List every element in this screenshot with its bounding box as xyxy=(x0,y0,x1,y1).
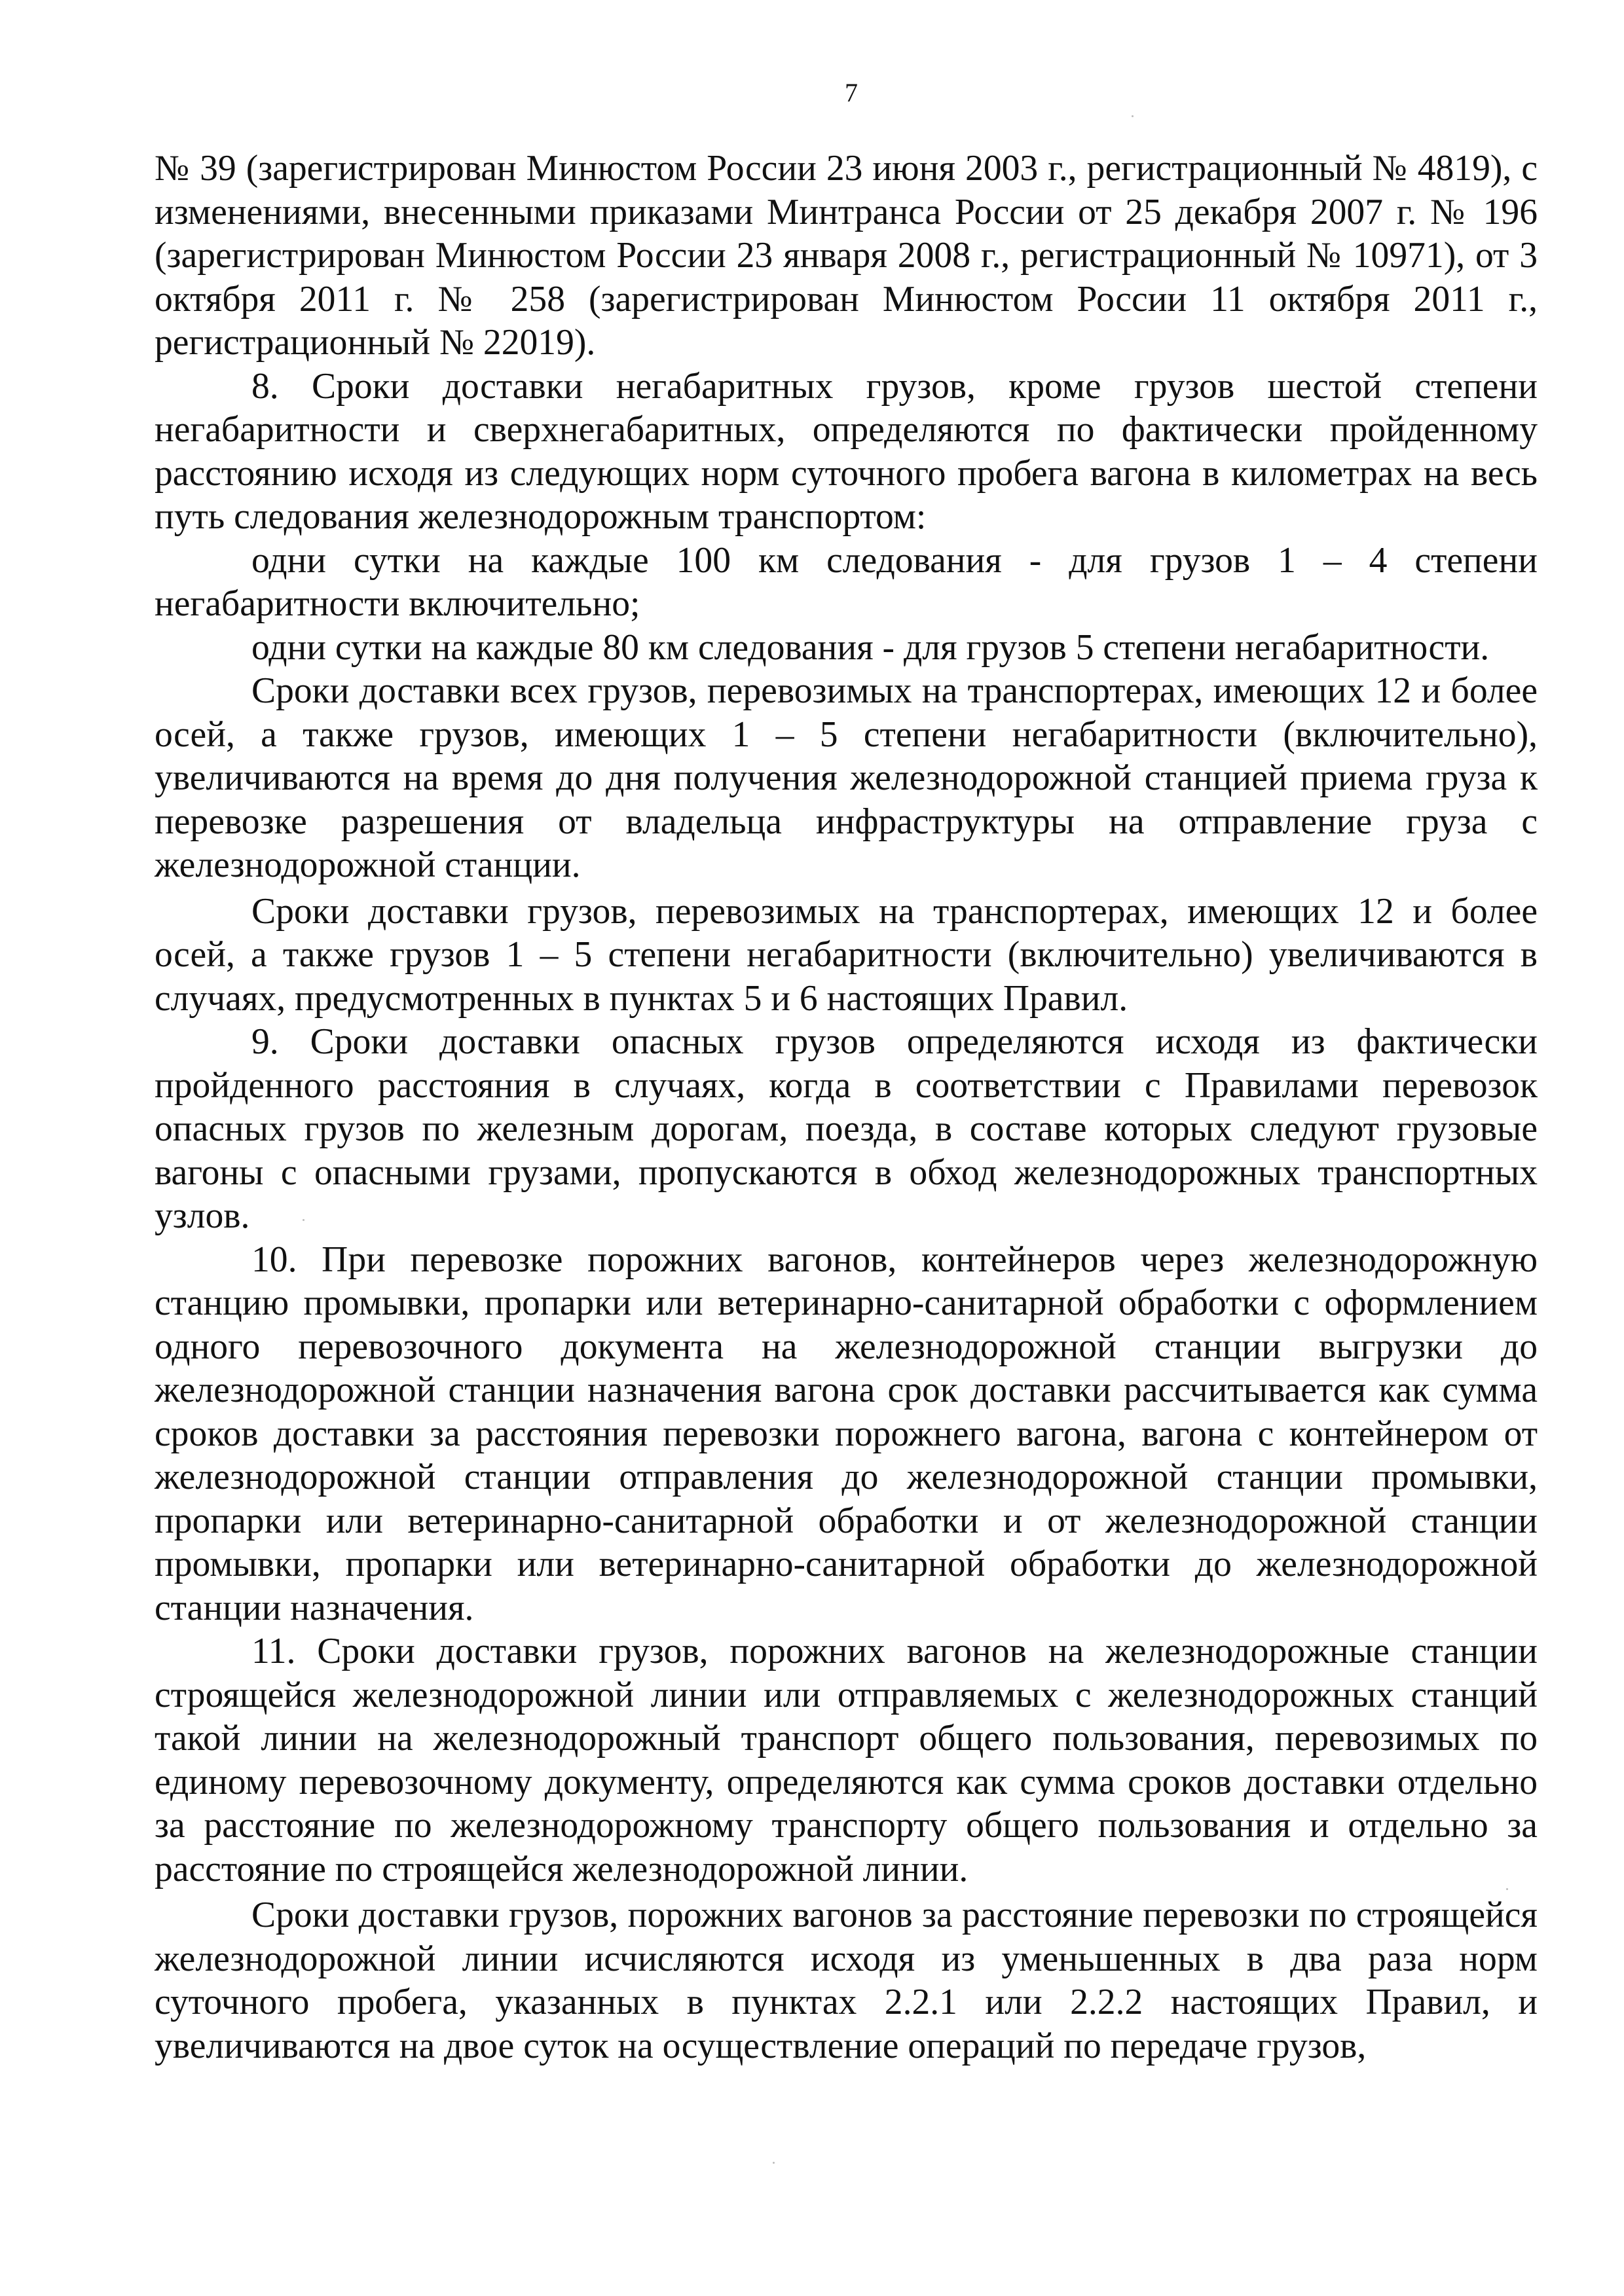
document-body xyxy=(155,147,1538,2068)
paragraph-item-11: 11. Сроки доставки грузов, порожних вагонов на железнодорожные станции строящейся железнодорожной линии или отправляемых с железнодорожных станций такой линии на железнодорожный транспорт общего пользования, перевозимых по единому перевозочному документу, определяются как сумма сроков доставки отдельно за расстояние по железнодорожному транспорту общего пользования и отдельно за расстояние по строящейся железнодорожной линии. xyxy=(155,1631,1538,1889)
scan-speck xyxy=(303,1219,304,1221)
paragraph-item-10: 10. При перевозке порожних вагонов, контейнеров через железнодорожную станцию промывки, пропарки или ветеринарно-санитарной обработки с оформлением одного перевозочного документа на железнодорожной станции выгрузки до железнодорожной станции назначения вагона срок доставки рассчитывается как сумма сроков доставки за расстояния перевозки порожнего вагона, вагона с контейнером от железнодорожной станции отправления до железнодорожной станции промывки, пропарки или ветеринарно-санитарной обработки и от железнодорожной станции промывки, пропарки или ветеринарно-санитарной обработки до железнодорожной станции назначения. xyxy=(155,1239,1538,1628)
scan-speck xyxy=(1132,115,1134,117)
paragraph-construction-line-terms: Сроки доставки грузов, порожних вагонов за расстояние перевозки по строящейся железнодорожной линии исчисляются исходя из уменьшенных в два раза норм суточного пробега, указанных в пунктах 2.2.1 или 2.2.2 настоящих Правил, и увеличиваются на двое суток на осуществление операций по передаче грузов, xyxy=(155,1895,1538,2066)
paragraph-item-8: 8. Сроки доставки негабаритных грузов, кроме грузов шестой степени негабаритности и сверхнегабаритных, определяются по фактически пройденному расстоянию исходя из следующих норм суточного пробега вагона в километрах на весь путь следования железнодорожным транспортом: xyxy=(155,365,1538,537)
paragraph-item-9: 9. Сроки доставки опасных грузов определяются исходя из фактически пройденного расстояния в случаях, когда в соответствии с Правилами перевозок опасных грузов по железным дорогам, поезда, в составе которых следуют грузовые вагоны с опасными грузами, пропускаются в обход железнодорожных транспортных узлов. xyxy=(155,1021,1538,1236)
paragraph-registration-continuation: № 39 (зарегистрирован Минюстом России 23 июня 2003 г., регистрационный № 4819), с изменениями, внесенными приказами Минтранса России от 25 декабря 2007 г. № 196 (зарегистрирован Минюстом России 23 января 2008 г., регистрационный № 10971), от 3 октября 2011 г. № 258 (зарегистрирован Минюстом России 11 октября 2011 г., регистрационный № 22019). xyxy=(155,148,1538,363)
paragraph-transporter-increase: Сроки доставки грузов, перевозимых на транспортерах, имеющих 12 и более осей, а также грузов 1 – 5 степени негабаритности (включительно) увеличиваются в случаях, предусмотренных в пунктах 5 и 6 настоящих Правил. xyxy=(155,890,1538,1019)
paragraph-norm-80km: одни сутки на каждые 80 км следования - для грузов 5 степени негабаритности. xyxy=(251,627,1490,668)
page-number: 7 xyxy=(845,78,858,107)
scan-speck xyxy=(1506,1888,1508,1890)
scan-speck xyxy=(773,2162,775,2164)
paragraph-norm-100km: одни сутки на каждые 100 км следования - для грузов 1 – 4 степени негабаритности включительно; xyxy=(155,539,1538,624)
paragraph-transporter-terms: Сроки доставки всех грузов, перевозимых на транспортерах, имеющих 12 и более осей, а также грузов, имеющих 1 – 5 степени негабаритности (включительно), увеличиваются на время до дня получения железнодорожной станцией приема груза к перевозке разрешения от владельца инфраструктуры на отправление груза с железнодорожной станции. xyxy=(155,670,1538,885)
